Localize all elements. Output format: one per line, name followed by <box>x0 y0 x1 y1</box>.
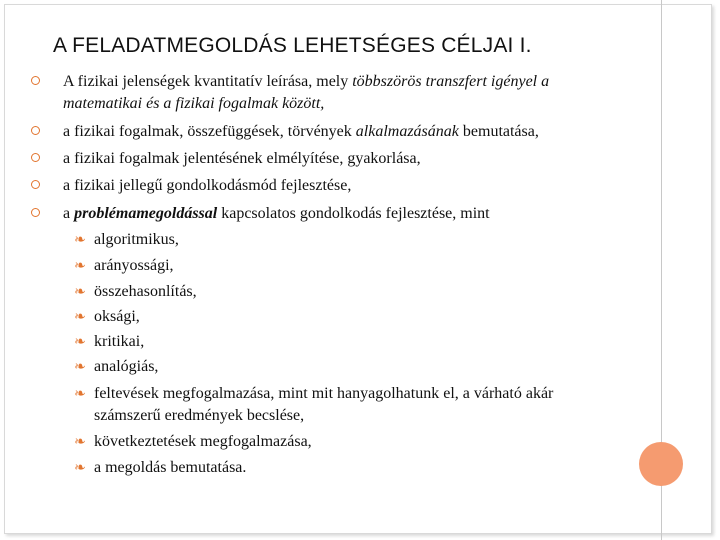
ornamental-bullet-icon: ❧ <box>74 359 86 375</box>
item-text: a fizikai fogalmak, összefüggések, törvények <box>63 123 356 140</box>
ornamental-bullet-icon: ❧ <box>74 386 86 402</box>
list-item <box>63 204 490 224</box>
item-text: kapcsolatos gondolkodás fejlesztése, mint <box>217 205 490 222</box>
ornamental-bullet-icon: ❧ <box>74 460 86 476</box>
list-item <box>63 72 549 92</box>
circle-bullet-icon <box>31 76 40 85</box>
list-item: a fizikai jellegű gondolkodásmód fejlesztése, <box>63 177 352 194</box>
item-emphasis-text: problémamegoldással <box>74 205 218 222</box>
sub-list-item: feltevések megfogalmazása, mint mit hanyagolhatunk el, a várható akár <box>94 385 554 402</box>
slide-title: A FELADATMEGOLDÁS LEHETSÉGES CÉLJAI I. <box>53 34 532 57</box>
sub-list-item: következtetések megfogalmazása, <box>94 433 312 450</box>
list-item <box>63 122 539 142</box>
ornamental-bullet-icon: ❧ <box>74 334 86 350</box>
sub-list-item: a megoldás bemutatása. <box>94 459 247 476</box>
ornamental-bullet-icon: ❧ <box>74 434 86 450</box>
circle-bullet-icon <box>31 153 40 162</box>
item-text: a <box>63 205 75 222</box>
item-text: A fizikai jelenségek kvantitatív leírása, mely <box>63 73 353 90</box>
sub-list-item-continuation: számszerű eredmények becslése, <box>94 407 305 424</box>
decorative-orange-circle <box>639 442 683 486</box>
circle-bullet-icon <box>31 208 40 217</box>
circle-bullet-icon <box>31 180 40 189</box>
item-italic-text: alkalmazásának <box>355 123 459 140</box>
sub-list-item: algoritmikus, <box>94 231 179 248</box>
sub-list-item: összehasonlítás, <box>94 283 197 300</box>
list-item-continuation: matematikai és a fizikai fogalmak között, <box>63 95 325 112</box>
circle-bullet-icon <box>31 126 40 135</box>
sub-list-item: kritikai, <box>94 333 145 350</box>
ornamental-bullet-icon: ❧ <box>74 258 86 274</box>
list-item: a fizikai fogalmak jelentésének elmélyítése, gyakorlása, <box>63 150 421 167</box>
sub-list-item: arányossági, <box>94 257 174 274</box>
item-italic-text: többszörös transzfert igényel a <box>352 73 550 90</box>
ornamental-bullet-icon: ❧ <box>74 309 86 325</box>
item-text: bemutatása, <box>458 123 539 140</box>
sub-list-item: analógiás, <box>94 358 159 375</box>
sub-list-item: oksági, <box>94 308 140 325</box>
ornamental-bullet-icon: ❧ <box>74 232 86 248</box>
ornamental-bullet-icon: ❧ <box>74 284 86 300</box>
